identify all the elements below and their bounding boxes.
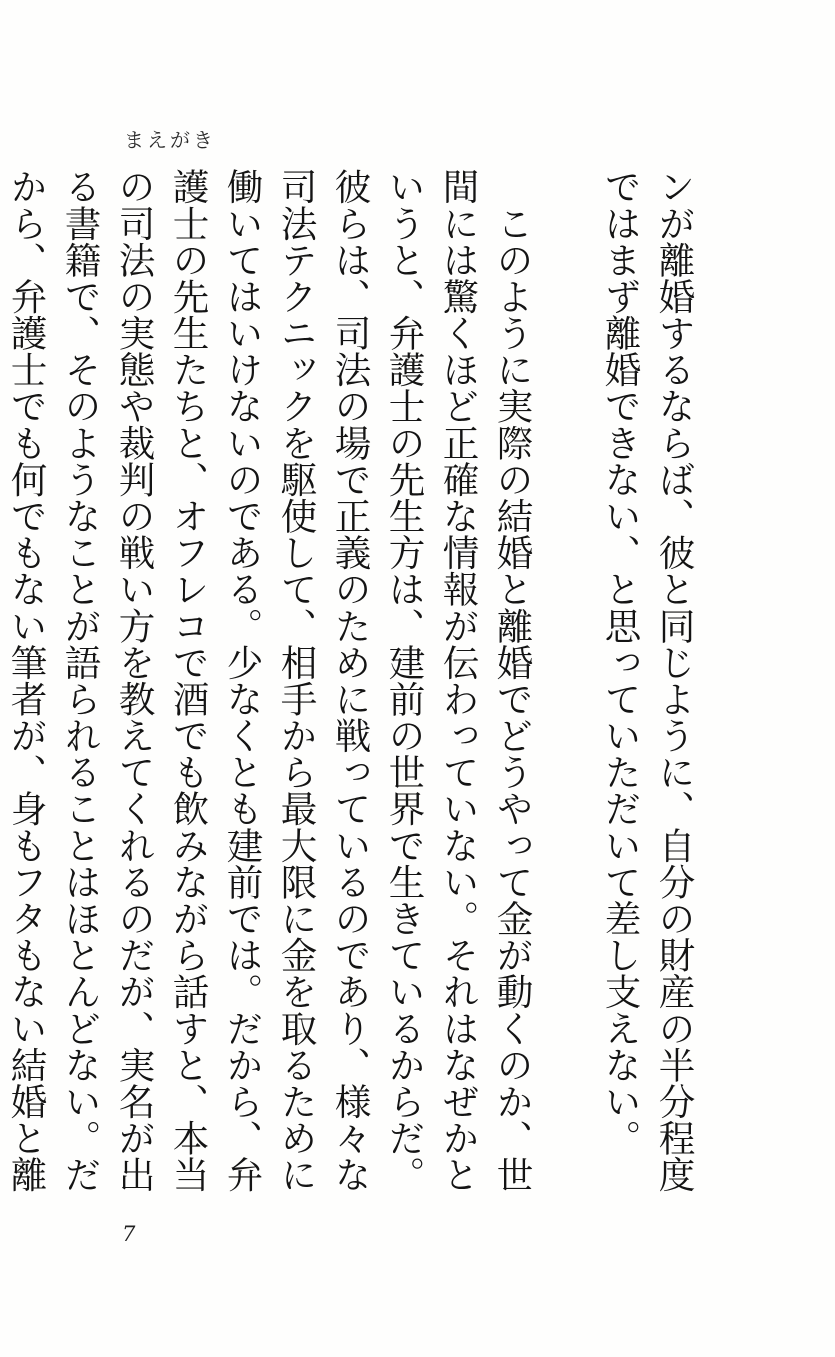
running-head: まえがき — [124, 128, 216, 152]
paragraph-2: このように実際の結婚と離婚でどうやって金が動くのか、世間には驚くほど正確な情報が伝わっていない。それはなぜかというと、弁護士の先生方は、建前の世界で生きているからだ。彼らは、司法の場で正義のために戦っているのであり、様々な司法テクニックを駆使して、相手から最大限に金を取るために働いてはいけないのである。少なくとも建前では。だから、弁護士の先生たちと、オフレコで酒でも飲みながら話すと、本当の司法の実態や裁判の戦い方を教えてくれるのだが、実名が出る書籍で、そのようなことが語られることはほとんどない。だから、弁護士でも何でもない筆者が、身もフタもない結婚と離 — [5, 168, 534, 1193]
paragraph-1: ンが離婚するならば、彼と同じように、自分の財産の半分程度ではまず離婚できない、と思っていただいて差し支えない。 — [599, 168, 696, 1193]
body-text — [5, 168, 755, 1223]
page-number: 7 — [122, 1222, 136, 1246]
